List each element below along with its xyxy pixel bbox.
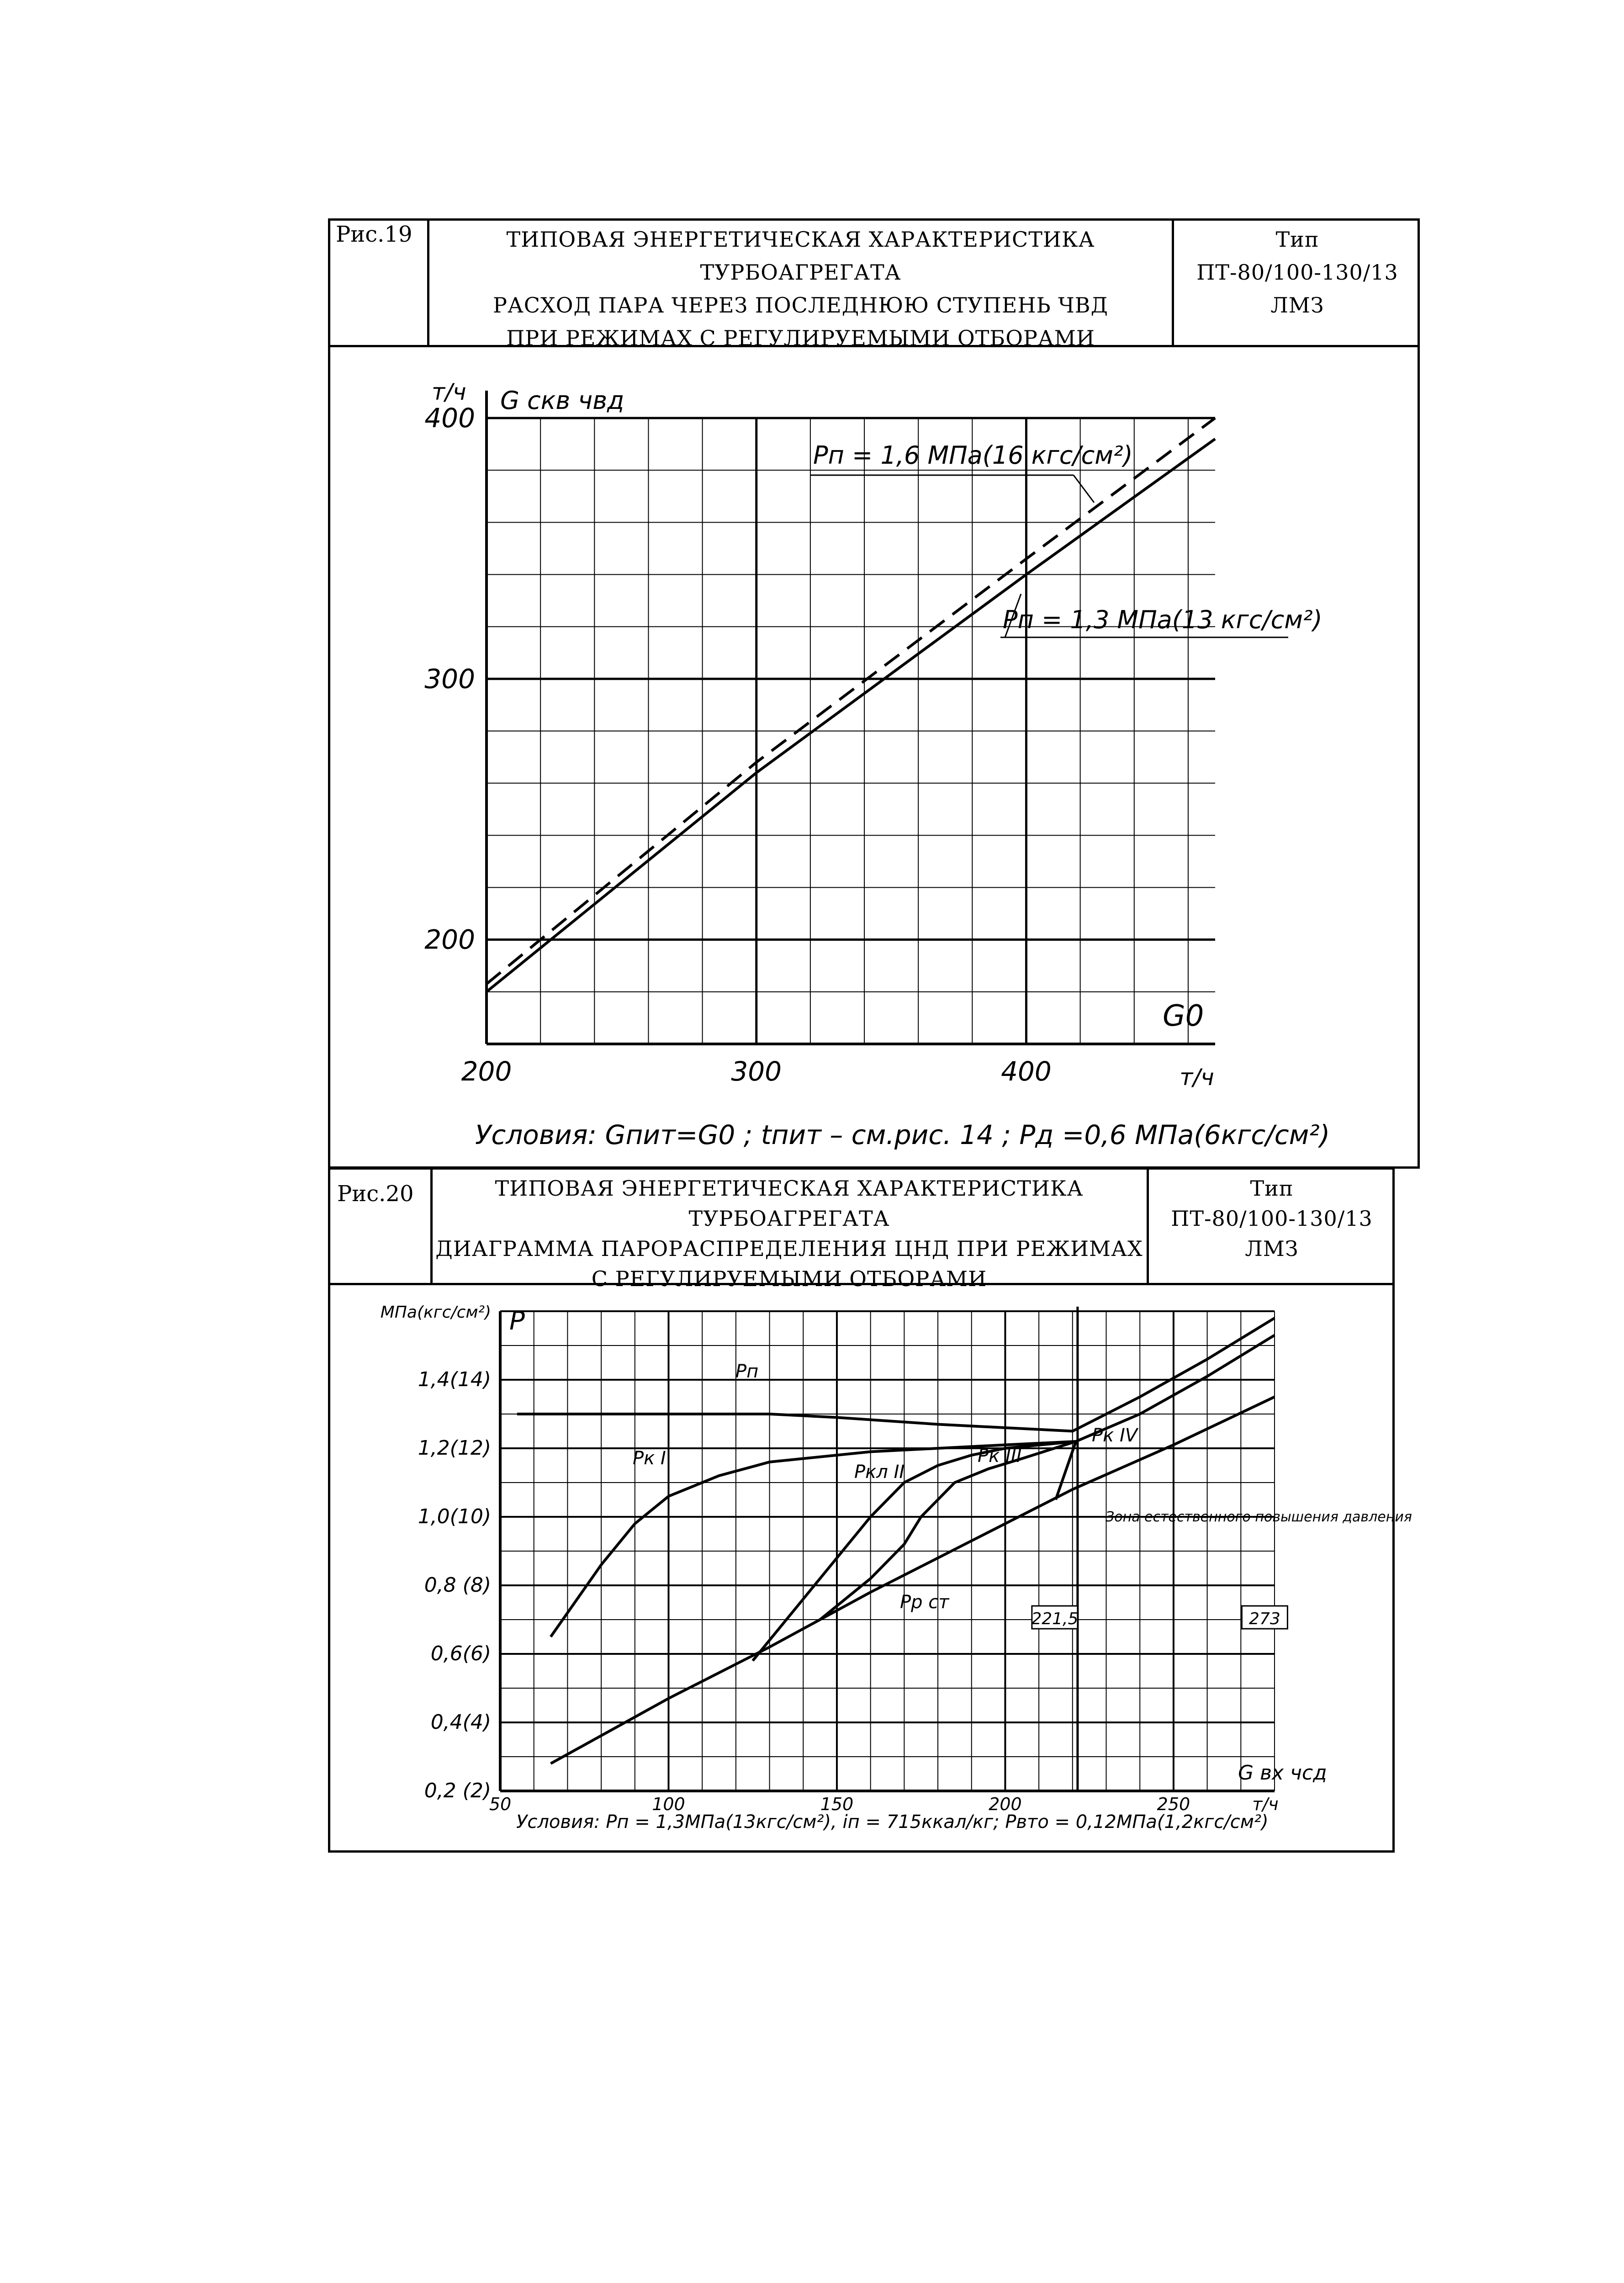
fig19-type-value: ПТ-80/100-130/13 — [1196, 260, 1398, 285]
y-unit-label: т/ч — [432, 379, 466, 405]
series-label: Pк III — [978, 1446, 1022, 1467]
fig19-title-line: РАСХОД ПАРА ЧЕРЕЗ ПОСЛЕДНЮЮ СТУПЕНЬ ЧВД — [493, 293, 1108, 318]
fig19-type-label: Тип — [1275, 227, 1319, 252]
y-tick-label: 0,2 (2) — [424, 1779, 491, 1802]
fig19-label: Рис.19 — [336, 222, 413, 247]
y-tick-label: 1,4(14) — [418, 1368, 491, 1391]
x-tick-label: 400 — [1001, 1056, 1052, 1087]
series-line — [1056, 1335, 1275, 1500]
x-axis-label: G0 — [1163, 999, 1204, 1033]
fig19-title-line: ТИПОВАЯ ЭНЕРГЕТИЧЕСКАЯ ХАРАКТЕРИСТИКА ТУРБОАГРЕГАТА — [506, 227, 1095, 285]
series-label: Pр ст — [900, 1592, 949, 1613]
x-tick-label: 150 — [820, 1794, 854, 1814]
marker-label: 221,5 — [1031, 1610, 1079, 1628]
y-unit-label: МПа(кгс/см²) — [380, 1303, 491, 1322]
x-tick-label: 200 — [989, 1794, 1022, 1814]
fig20-title-line: ДИАГРАММА ПАРОРАСПРЕДЕЛЕНИЯ ЦНД ПРИ РЕЖИМАХ — [435, 1236, 1143, 1261]
fig20-label: Рис.20 — [337, 1181, 414, 1207]
fig19-title-line: ПРИ РЕЖИМАХ С РЕГУЛИРУЕМЫМИ ОТБОРАМИ — [506, 326, 1095, 350]
y-tick-label: 0,8 (8) — [424, 1573, 491, 1597]
series-label: Pп = 1,3 МПа(13 кгс/см²) — [1003, 605, 1322, 634]
series-label: Pк I — [633, 1448, 666, 1469]
series-label: Pк IV — [1092, 1425, 1138, 1446]
y-tick-label: 200 — [424, 924, 475, 955]
fig20-type-label: Тип — [1250, 1176, 1294, 1201]
x-axis-label: G вх чсд — [1238, 1761, 1327, 1785]
y-axis-label: P — [509, 1306, 525, 1336]
x-tick-label: 200 — [461, 1056, 512, 1087]
fig20-title-line: ТИПОВАЯ ЭНЕРГЕТИЧЕСКАЯ ХАРАКТЕРИСТИКА ТУРБОАГРЕГАТА — [495, 1176, 1084, 1231]
fig20-conditions: Условия: Pп = 1,3МПа(13кгс/см²), iп = 715ккал/кг; Pвто = 0,12МПа(1,2кгс/см²) — [516, 1812, 1269, 1833]
zone-label: Зона естественного повышения давления — [1106, 1509, 1412, 1525]
y-tick-label: 300 — [424, 663, 475, 694]
series-label: Pп — [735, 1361, 759, 1382]
fig19-conditions: Условия: Gпит=G0 ; tпит – см.рис. 14 ; Pд =0,6 МПа(6кгс/см²) — [475, 1119, 1330, 1150]
x-unit-label: т/ч — [1180, 1064, 1214, 1091]
series-label: Pп = 1,6 МПа(16 кгс/см²) — [813, 441, 1133, 470]
y-tick-label: 400 — [424, 403, 475, 434]
x-tick-label: 50 — [489, 1794, 512, 1814]
marker-label: 273 — [1249, 1610, 1280, 1628]
series-label: Pкл II — [854, 1462, 905, 1483]
fig20-title-line: С РЕГУЛИРУЕМЫМИ ОТБОРАМИ — [591, 1266, 987, 1291]
y-tick-label: 0,6(6) — [430, 1642, 491, 1665]
y-axis-label: G скв чвд — [500, 386, 624, 415]
fig20-maker: ЛМЗ — [1245, 1236, 1299, 1261]
y-tick-label: 0,4(4) — [430, 1711, 491, 1734]
series-line — [551, 1441, 1079, 1637]
fig20-type-value: ПТ-80/100-130/13 — [1171, 1206, 1373, 1231]
x-unit-label: т/ч — [1252, 1794, 1279, 1814]
y-tick-label: 1,2(12) — [418, 1436, 491, 1460]
fig19-maker: ЛМЗ — [1270, 293, 1324, 318]
y-tick-label: 1,0(10) — [418, 1505, 491, 1528]
x-tick-label: 300 — [731, 1056, 782, 1087]
x-tick-label: 100 — [652, 1794, 685, 1814]
x-tick-label: 250 — [1157, 1794, 1190, 1814]
